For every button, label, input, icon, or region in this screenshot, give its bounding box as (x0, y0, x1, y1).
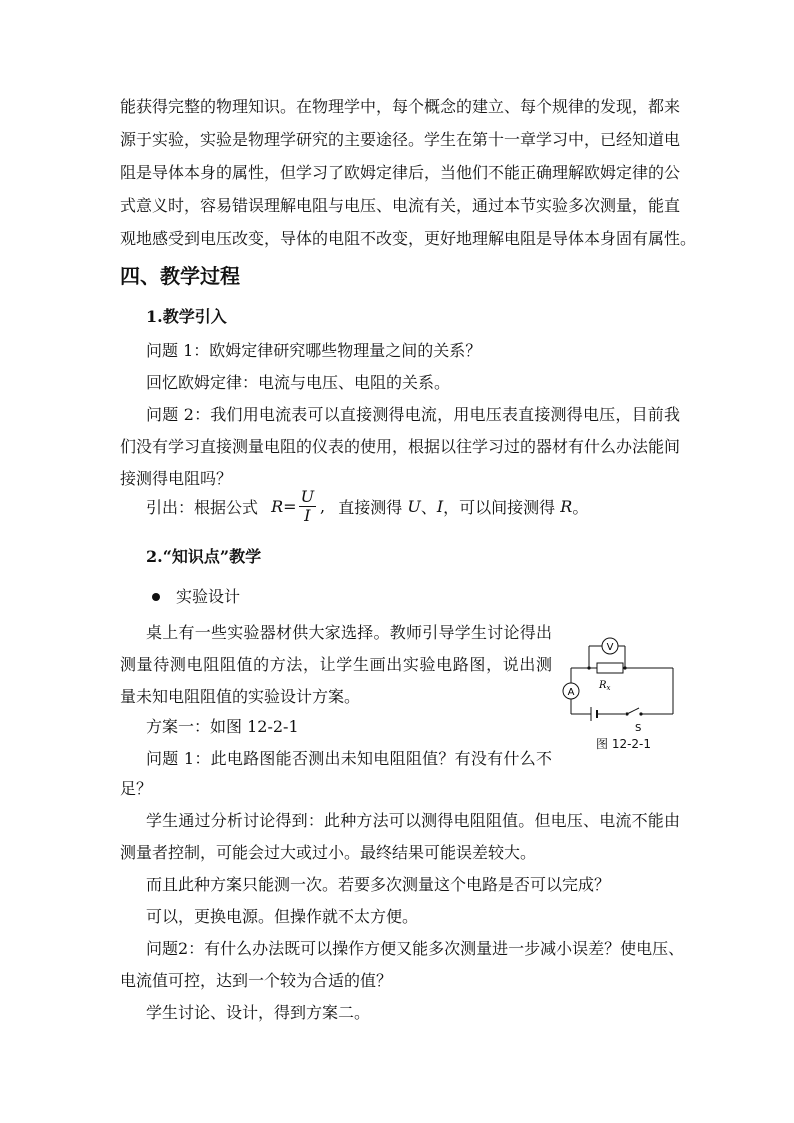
design-line: 量未知电阻阻值的实验设计方案。 (120, 687, 361, 706)
plan-question-line: 足？ (120, 779, 153, 798)
formula-u: U (407, 497, 421, 516)
voltmeter-label: V (606, 642, 614, 653)
subheading-knowledge: 2.“知识点”教学 (146, 547, 262, 566)
paragraph-line: 式意义时，容易错误理解电阻与电压、电流有关，通过本节实验多次测量，能直 (120, 196, 681, 215)
bullet-label: 实验设计 (176, 587, 241, 606)
paragraph-line: 观地感受到电压改变，导体的电阻不改变，更好地理解电阻是导体本身固有属性。 (120, 229, 697, 248)
question-2-line: 接测得电阻吗？ (120, 469, 233, 488)
formula-fraction (299, 488, 316, 525)
subheading-intro: 1.教学引入 (146, 307, 227, 326)
plan-one: 方案一：如图 12-2-1 (146, 717, 299, 736)
junction-left (587, 666, 590, 669)
switch-label: S (635, 723, 642, 734)
formula-line (146, 488, 588, 538)
junction-right (623, 666, 626, 669)
conclusion-text: 学生讨论、设计，得到方案二。 (146, 1003, 371, 1022)
design-line: 桌上有一些实验器材供大家选择。教师引导学生讨论得出 (146, 623, 552, 642)
formula-sep: 、 (420, 498, 437, 517)
formula-after: ，可以间接测得 (443, 498, 556, 517)
question-2-line: 问题 2：我们用电流表可以直接测得电流，用电压表直接测得电压，目前我 (146, 405, 680, 424)
formula-r: R (560, 497, 573, 516)
analysis-line: 测量者控制，可能会过大或过小。最终结果可能误差较大。 (120, 843, 537, 862)
switch-contact (639, 712, 642, 715)
final-question-line: 问题2：有什么办法既可以操作方便又能多次测量进一步减小误差？使电压、 (146, 939, 685, 958)
paragraph-line: 能获得完整的物理知识。在物理学中，每个概念的建立、每个规律的发现，都来 (120, 97, 681, 116)
analysis-line: 学生通过分析讨论得到：此种方法可以测得电阻阻值。但电压、电流不能由 (146, 811, 680, 830)
recall-text: 回忆欧姆定律：电流与电压、电阻的关系。 (146, 373, 451, 392)
question-2-line: 们没有学习直接测量电阻的仪表的使用，根据以往学习过的器材有什么办法能间 (120, 437, 681, 456)
answer-text: 可以，更换电源。但操作就不太方便。 (146, 907, 419, 926)
formula-comma: , (320, 497, 326, 516)
section-heading: 四、教学过程 (120, 264, 240, 288)
formula-middle: 直接测得 (338, 498, 403, 517)
switch-lever (627, 708, 639, 714)
question-1: 问题 1：欧姆定律研究哪些物理量之间的关系？ (146, 341, 482, 360)
once-text: 而且此种方案只能测一次。若要多次测量这个电路是否可以完成？ (146, 875, 611, 894)
paragraph-line: 阻是导体本身的属性，但学习了欧姆定律后，当他们不能正确理解欧姆定律的公 (120, 163, 681, 182)
circuit-diagram (553, 634, 681, 734)
resistor-label: $R_x$ (599, 680, 611, 692)
formula-i: I (436, 497, 444, 516)
formula-prefix: 引出：根据公式 (146, 498, 259, 517)
formula-denominator: I (304, 506, 311, 525)
formula-lhs: R= (271, 497, 297, 516)
formula-end: 。 (572, 498, 589, 517)
resistor (597, 663, 623, 673)
final-question-line: 电流值可控，达到一个较为合适的值？ (120, 971, 393, 990)
paragraph-line: 源于实验，实验是物理学研究的主要途径。学生在第十一章学习中，已经知道电 (120, 130, 681, 149)
figure-caption: 图 12-2-1 (596, 737, 652, 751)
ammeter-label: A (567, 687, 575, 698)
plan-question-line: 问题 1：此电路图能否测出未知电阻阻值？有没有什么不 (146, 749, 552, 768)
bullet-icon (152, 593, 160, 601)
design-line: 测量待测电阻阻值的方法，让学生画出实验电路图，说出测 (120, 655, 552, 674)
formula-numerator: U (300, 487, 315, 506)
